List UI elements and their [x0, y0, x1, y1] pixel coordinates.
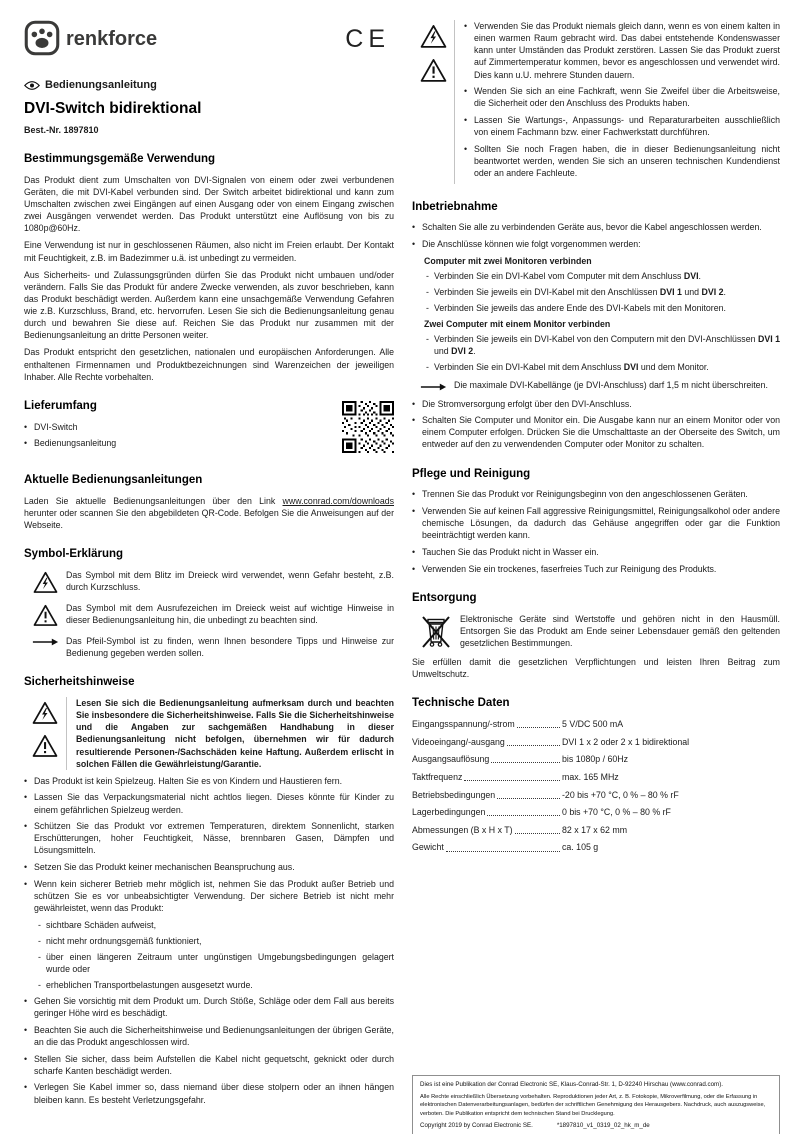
spec-value: 0 bis +70 °C, 0 % – 80 % rF [562, 807, 671, 818]
brand-name: renkforce [66, 28, 158, 50]
lightning-triangle-icon [32, 701, 58, 725]
section-heading: Technische Daten [412, 697, 510, 710]
spec-row [412, 736, 780, 748]
step-item: - Verbinden Sie jeweils das andere Ende des DVI-Kabels mit den Monitoren. [426, 302, 780, 314]
spec-label: Lagerbedingungen [412, 807, 486, 818]
leader-dots [497, 789, 560, 799]
downloads-link[interactable]: www.conrad.com/downloads [282, 495, 394, 506]
step-item: - Verbinden Sie ein DVI-Kabel mit dem Anschluss DVI und dem Monitor. [426, 361, 780, 373]
spec-label: Eingangsspannung/-strom [412, 719, 515, 730]
doc-type-row [24, 78, 394, 93]
section-heading: Inbetriebnahme [412, 200, 498, 213]
list-item: • Stellen Sie sicher, dass beim Aufstellen die Kabel nicht gequetscht, geknickt oder durch scharfe Kanten beschädigt werden. [24, 1053, 394, 1077]
leader-dots [491, 753, 560, 763]
exclamation-triangle-icon [32, 734, 58, 758]
list-item: • Verwenden Sie ein trockenes, faserfreies Tuch zur Reinigung des Produkts. [412, 563, 780, 575]
section-pflege [412, 467, 780, 575]
list-item: • Bedienungsanleitung [24, 437, 332, 449]
paragraph: Das Produkt entspricht den gesetzlichen, nationalen und europäischen Anforderungen. Alle enthaltenen Firmennamen und Produktbezeichnungen sind Warenzeichen der jeweiligen Inhaber. Alle Rechte vorbehalten. [24, 347, 394, 382]
symbol-row [24, 569, 394, 594]
spec-row [412, 824, 780, 836]
list-item: • Tauchen Sie das Produkt nicht in Wasser ein. [412, 546, 780, 558]
step-item: - Verbinden Sie jeweils ein DVI-Kabel von den Computern mit den DVI-Anschlüssen DVI 1 und DVI 2. [426, 333, 780, 357]
section-technik [412, 696, 780, 853]
list-item: • Lassen Sie Wartungs-, Anpassungs- und Reparaturarbeiten ausschließlich von einem Fachmann bzw. einer Fachwerkstatt durchführen. [464, 114, 780, 138]
weee-bin-icon [412, 613, 460, 649]
symbol-text: Das Symbol mit dem Blitz im Dreieck wird verwendet, wenn Gefahr besteht, z.B. durch Kurzschluss. [66, 569, 394, 593]
list-item: • Wenn kein sicherer Betrieb mehr möglich ist, nehmen Sie das Produkt außer Betrieb und schützen Sie es vor unbeabsichtigter Verwendung. Der sichere Betrieb ist nicht mehr gewährleistet, wenn das Produkt: [24, 878, 394, 914]
sub-list-item: - erheblichen Transportbelastungen ausgesetzt wurde. [38, 979, 394, 991]
list-item: • Schalten Sie alle zu verbindenden Geräte aus, bevor die Kabel angeschlossen werden. [412, 221, 780, 233]
safety-intro-text: Lesen Sie sich die Bedienungsanleitung aufmerksam durch und beachten Sie insbesondere die Sicherheitshinweise. Falls Sie die Sicherheitshinweise und die Angaben zur sachgemäßen Handhabung in dieser Bedienungsanleitung nicht befolgen, übernehmen wir für dadurch resultierende Personen-/Sachschäden keine Haftung. Außerdem erlischt in solchen Fällen die Gewährleistung/Garantie. [66, 697, 394, 770]
spec-row [412, 753, 780, 765]
spec-value: 82 x 17 x 62 mm [562, 824, 628, 835]
note-text: Die maximale DVI-Kabellänge (je DVI-Anschluss) darf 1,5 m nicht überschreiten. [454, 379, 768, 390]
imprint-publisher: Dies ist eine Publikation der Conrad Electronic SE, Klaus-Conrad-Str. 1, D-92240 Hirschau (www.conrad.com). [420, 1081, 723, 1088]
paragraph: Aus Sicherheits- und Zulassungsgründen dürfen Sie das Produkt nicht umbauen und/oder verändern. Falls Sie das Produkt für andere Zwecke verwenden, als zuvor beschrieben, kann das Produkt beschädigt werden. Außerdem kann eine unsachgemäße Verwendung Gefahren wie z.B. Kurzschluss, Brand, etc. hervorrufen. Lesen Sie sich die Bedienungsanleitung genau durch und bewahren Sie diese auf. Reichen Sie das Produkt nur zusammen mit der Bedienungsanleitung an dritte Personen weiter. [24, 269, 394, 341]
section-symbole [24, 547, 394, 659]
spec-value: ca. 105 g [562, 842, 599, 853]
connector-label: DVI 2 [451, 346, 474, 357]
list-item: • Gehen Sie vorsichtig mit dem Produkt um. Durch Stöße, Schläge oder dem Fall aus bereits geringer Höhe wird es beschädigt. [24, 995, 394, 1019]
spec-label: Gewicht [412, 842, 444, 853]
spec-row [412, 806, 780, 818]
text: Laden Sie aktuelle Bedienungsanleitungen über den Link [24, 495, 283, 506]
right-column [412, 20, 780, 859]
paragraph [24, 495, 394, 531]
symbol-row [24, 602, 394, 627]
section-sicherheit [24, 675, 394, 1105]
arrow-icon [24, 635, 66, 659]
symbol-text: Das Symbol mit dem Ausrufezeichen im Dreieck weist auf wichtige Hinweise in dieser Bedienungsanleitung hin, die unbedingt zu beachten sind. [66, 602, 394, 626]
spec-row [412, 718, 780, 730]
section-heading: Aktuelle Bedienungsanleitungen [24, 473, 203, 486]
page-title: DVI-Switch bidirektional [24, 100, 202, 118]
leader-dots [464, 771, 560, 781]
imprint-copyright: Copyright 2019 by Conrad Electronic SE. [420, 1121, 533, 1129]
section-entsorgung [412, 591, 780, 680]
leader-dots [446, 841, 560, 851]
lightning-triangle-icon [420, 24, 447, 49]
imprint-rights: Alle Rechte einschließlich Übersetzung vorbehalten. Reproduktionen jeder Art, z. B. Fotokopie, Mikroverfilmung, oder die Erfassung in elektronischen Datenverarbeitungsanlagen, bedürfen der schriftlichen Genehmigung des Herausgebers. Nachdruck, auch auszugsweise, verboten. Die Publikation entspricht dem technischen Stand bei Drucklegung. [420, 1093, 766, 1117]
sub-heading: Zwei Computer mit einem Monitor verbinden [424, 319, 611, 330]
paragraph: Eine Verwendung ist nur in geschlossenen Räumen, also nicht im Freien erlaubt. Der Kontakt mit Feuchtigkeit, z.B. im Badezimmer u.ä. ist unbedingt zu vermeiden. [24, 240, 394, 263]
list-item: • Sollten Sie noch Fragen haben, die in dieser Bedienungsanleitung nicht beantwortet werden, wenden Sie sich an unseren technischen Kundendienst oder an andere Fachleute. [464, 143, 780, 179]
list-item: • Beachten Sie auch die Sicherheitshinweise und Bedienungsanleitungen der übrigen Geräte, an die das Produkt angeschlossen wird. [24, 1024, 394, 1048]
leader-dots [515, 824, 560, 834]
warning-icons [24, 697, 66, 770]
step-item: - Verbinden Sie jeweils ein DVI-Kabel mit den Anschlüssen DVI 1 und DVI 2. [426, 286, 780, 298]
leader-dots [507, 736, 560, 746]
spec-value: bis 1080p / 60Hz [562, 754, 629, 765]
list-item: • Verlegen Sie Kabel immer so, dass niemand über diese stolpern oder an ihnen hängen bleiben kann. Es besteht Verletzungsgefahr. [24, 1081, 394, 1105]
spec-row [412, 789, 780, 801]
symbol-row [24, 635, 394, 659]
section-inbetriebnahme [412, 200, 780, 451]
disposal-text: Elektronische Geräte sind Wertstoffe und gehören nicht in den Hausmüll. Entsorgen Sie das Produkt am Ende seiner Lebensdauer gemäß den geltenden gesetzlichen Bestimmungen. [460, 613, 780, 648]
paragraph: Sie erfüllen damit die gesetzlichen Verpflichtungen und leisten Ihren Beitrag zum Umweltschutz. [412, 656, 780, 680]
left-column [24, 20, 394, 1110]
list-item: • Die Stromversorgung erfolgt über den DVI-Anschluss. [412, 398, 780, 410]
sub-list-item: - nicht mehr ordnungsgemäß funktioniert, [38, 935, 394, 947]
list-item: • Schützen Sie das Produkt vor extremen Temperaturen, direktem Sonnenlicht, starken Erschütterungen, hoher Feuchtigkeit, Nässe, brennbaren Gasen, Dämpfen und Lösungsmitteln. [24, 820, 394, 856]
text: herunter oder scannen Sie den abgebildeten QR-Code. Befolgen Sie die Anweisungen auf der Webseite. [24, 507, 394, 530]
disposal-box [412, 613, 780, 649]
spec-row [412, 841, 780, 853]
list-item: • Wenden Sie sich an eine Fachkraft, wenn Sie Zweifel über die Arbeitsweise, die Sicherheit oder den Anschluss des Produkts haben. [464, 85, 780, 109]
spec-value: DVI 1 x 2 oder 2 x 1 bidirektional [562, 736, 690, 747]
spec-label: Videoeingang/-ausgang [412, 736, 505, 747]
safety-continuation-text [454, 20, 780, 184]
list-item: • Lassen Sie das Verpackungsmaterial nicht achtlos liegen. Dieses könnte für Kinder zu einem gefährlichen Spielzeug werden. [24, 791, 394, 815]
section-lieferumfang [24, 399, 394, 457]
connector-label: DVI 1 [757, 334, 780, 345]
exclamation-triangle-icon [24, 602, 66, 627]
list-item: • Schalten Sie Computer und Monitor ein. Die Ausgabe kann nur an einem Monitor oder von einem Computer erfolgen. Drücken Sie die Umschalttaste an der Oberseite des Switch, um entweder auf den zu verwendenden Computer oder Monitor zu schalten. [412, 414, 780, 450]
list-item: • Das Produkt ist kein Spielzeug. Halten Sie es von Kindern und Haustieren fern. [24, 775, 394, 787]
list-item: • Setzen Sie das Produkt keiner mechanischen Beanspruchung aus. [24, 861, 394, 873]
sub-list-item: - sichtbare Schäden aufweist, [38, 919, 394, 931]
spec-value: max. 165 MHz [562, 771, 619, 782]
qr-code [342, 401, 394, 453]
ce-mark: CE [345, 25, 390, 53]
section-heading: Lieferumfang [24, 399, 97, 412]
spec-label: Abmessungen (B x H x T) [412, 824, 513, 835]
section-heading: Sicherheitshinweise [24, 676, 135, 689]
eye-icon [24, 80, 40, 91]
safety-continuation-box [412, 20, 780, 184]
lightning-triangle-icon [24, 569, 66, 594]
spec-label: Taktfrequenz [412, 771, 463, 782]
list-item: • Trennen Sie das Produkt vor Reinigungsbeginn von den angeschlossenen Geräten. [412, 488, 780, 500]
paragraph: Das Produkt dient zum Umschalten von DVI-Signalen von einem oder zwei verbundenen Geräten, die mit DVI-Kabel verbunden sind. Der Switch arbeitet bidirektional und kann zum Umschalten zwischen zwei Eingängen auf einen Ausgang oder von einem Eingang zwischen zwei Ausgängen verwendet werden. Das Produkt unterstützt eine Auflösung von bis zu 1080p@60Hz. [24, 174, 394, 234]
connector-label: DVI [683, 270, 699, 281]
spec-label: Ausgangsauflösung [412, 754, 490, 765]
connector-label: DVI 2 [701, 286, 724, 297]
list-item: • DVI-Switch [24, 421, 332, 433]
imprint-doc-id: *1897810_v1_0319_02_hk_m_de [556, 1121, 650, 1129]
spec-row [412, 771, 780, 783]
sub-list-item: - über einen längeren Zeitraum unter ungünstigen Umgebungsbedingungen gelagert wurde oder [38, 951, 394, 975]
section-heading: Bestimmungsgemäße Verwendung [24, 152, 216, 165]
exclamation-triangle-icon [420, 58, 447, 83]
symbol-text: Das Pfeil-Symbol ist zu finden, wenn Ihnen besondere Tipps und Hinweise zur Bedienung gegeben werden sollen. [66, 635, 394, 659]
warning-icons [412, 20, 454, 184]
spec-value: 5 V/DC 500 mA [562, 719, 624, 730]
connector-label: DVI 1 [659, 286, 682, 297]
sub-heading: Computer mit zwei Monitoren verbinden [424, 255, 592, 266]
leader-dots [487, 806, 560, 816]
spec-value: -20 bis +70 °C, 0 % – 80 % rF [562, 789, 679, 800]
connector-label: DVI [623, 362, 639, 373]
order-number: Best.-Nr. 1897810 [24, 124, 99, 135]
doc-type-label: Bedienungsanleitung [45, 79, 157, 91]
section-aktuelle [24, 473, 394, 531]
section-heading: Pflege und Reinigung [412, 467, 531, 480]
leader-dots [517, 718, 560, 728]
renkforce-logo-icon [24, 20, 60, 56]
section-heading: Symbol-Erklärung [24, 548, 124, 561]
list-item: • Verwenden Sie das Produkt niemals gleich dann, wenn es von einem kalten in einen warmen Raum gebracht wird. Das dabei entstehende Kondenswasser kann unter Umständen das Produkt zerstören. Lassen Sie das Produkt zuerst auf Zimmertemperatur kommen, bevor es angeschlossen und verwendet wird. Dies kann u.U. mehrere Stunden dauern. [464, 20, 780, 81]
brand-row [24, 20, 394, 62]
list-item: • Die Anschlüsse können wie folgt vorgenommen werden: [412, 238, 780, 250]
step-item: - Verbinden Sie ein DVI-Kabel vom Computer mit dem Anschluss DVI. [426, 270, 780, 282]
safety-intro-box [24, 697, 394, 770]
spec-label: Betriebsbedingungen [412, 789, 496, 800]
arrow-icon [412, 379, 454, 392]
imprint-box [412, 1075, 780, 1134]
section-heading: Entsorgung [412, 591, 477, 604]
section-bestimmung [24, 152, 394, 383]
note-row [412, 379, 780, 392]
list-item: • Verwenden Sie auf keinen Fall aggressive Reinigungsmittel, Reinigungsalkohol oder andere chemische Lösungen, da dadurch das Gehäuse angegriffen oder gar die Funktion beeinträchtigt werden kann. [412, 505, 780, 541]
